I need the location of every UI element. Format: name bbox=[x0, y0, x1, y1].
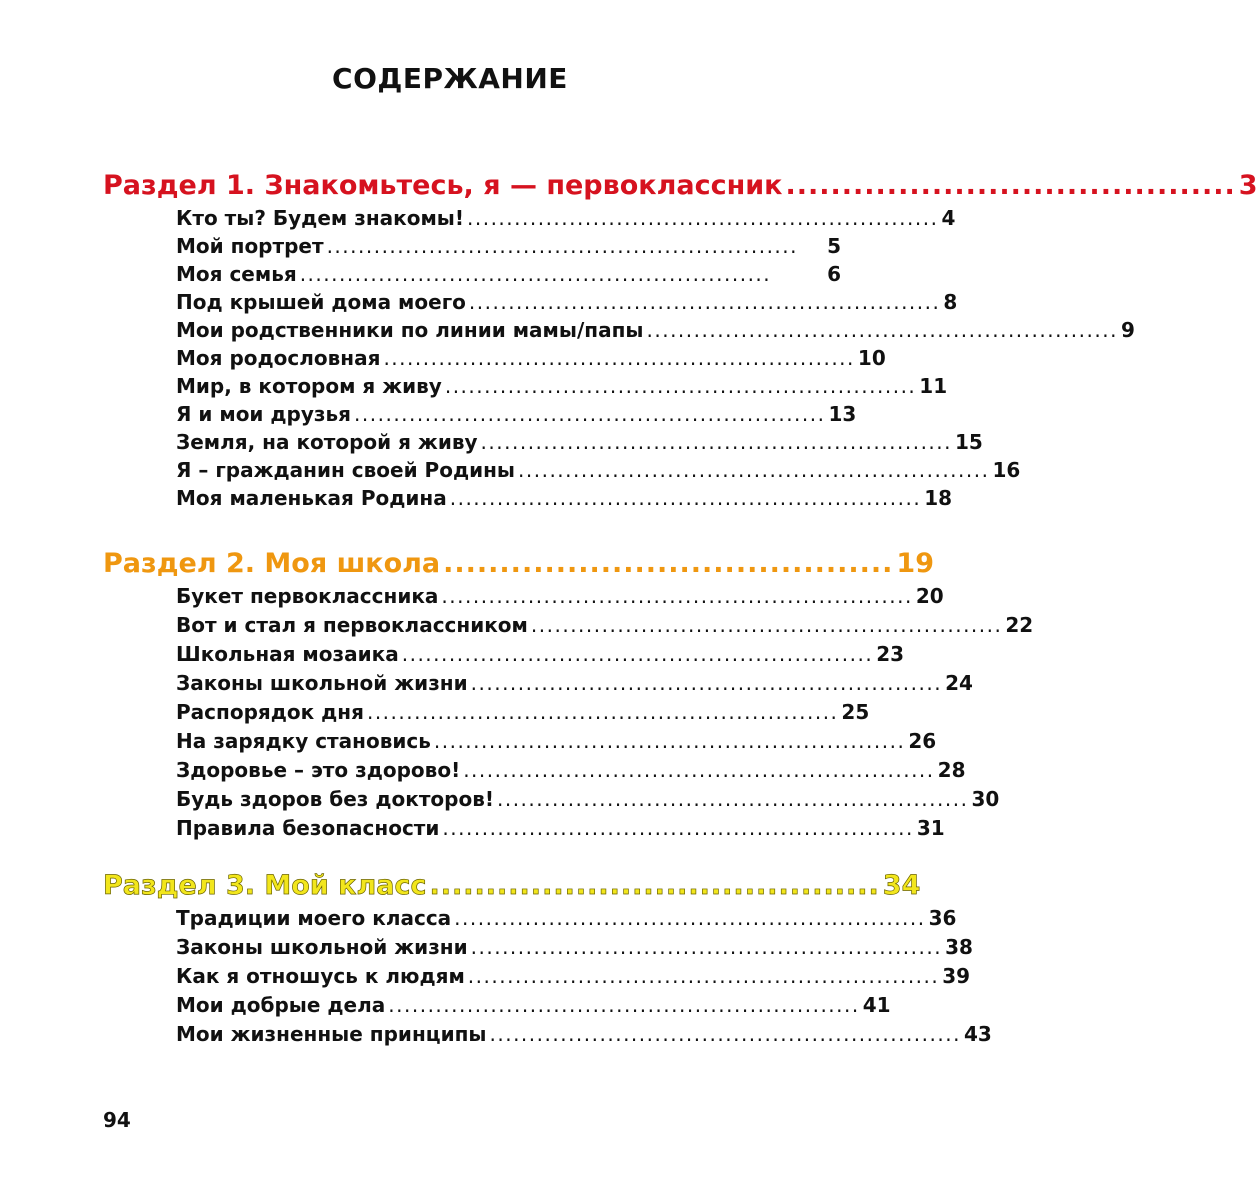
leader-dots: ............................................................ bbox=[366, 700, 839, 724]
toc-entry[interactable] bbox=[176, 584, 944, 608]
leader-dots: ............................................................ bbox=[299, 262, 772, 286]
leader-dots: ............................................................ bbox=[444, 374, 917, 398]
entry-title: Правила безопасности bbox=[176, 816, 440, 840]
toc-entry[interactable] bbox=[176, 290, 958, 314]
leader-dots: ........................................ bbox=[443, 548, 894, 579]
leader-dots: ............................................................ bbox=[442, 816, 914, 840]
entry-title: Букет первоклассника bbox=[176, 584, 439, 608]
entry-title: Мои добрые дела bbox=[176, 993, 386, 1017]
entry-page: 16 bbox=[992, 458, 1021, 482]
entry-title: Под крышей дома моего bbox=[176, 290, 466, 314]
entry-title: Моя маленькая Родина bbox=[176, 486, 447, 510]
entry-title: Мир, в котором я живу bbox=[176, 374, 442, 398]
entry-page: 39 bbox=[942, 964, 971, 988]
page-title: СОДЕРЖАНИЕ bbox=[332, 62, 568, 95]
entry-page: 26 bbox=[908, 729, 937, 753]
leader-dots: ............................................................ bbox=[401, 642, 874, 666]
leader-dots: ........................................ bbox=[429, 870, 880, 901]
toc-entry[interactable] bbox=[176, 700, 870, 724]
entry-page: 24 bbox=[945, 671, 973, 695]
section-2-heading[interactable] bbox=[103, 548, 934, 579]
toc-entry[interactable] bbox=[176, 458, 1021, 482]
entry-page: 4 bbox=[941, 206, 956, 230]
leader-dots: ........................................ bbox=[785, 170, 1236, 201]
entry-page: 10 bbox=[857, 346, 886, 370]
section-page: 3 bbox=[1238, 170, 1258, 201]
leader-dots: ............................................................ bbox=[326, 234, 799, 258]
toc-entry[interactable] bbox=[176, 671, 973, 695]
toc-entry[interactable] bbox=[176, 935, 973, 959]
leader-dots: ............................................................ bbox=[449, 486, 922, 510]
entry-page: 30 bbox=[971, 787, 1000, 811]
entry-page: 15 bbox=[955, 430, 983, 454]
entry-title: Мои родственники по линии мамы/папы bbox=[176, 318, 644, 342]
toc-entry[interactable] bbox=[176, 613, 1034, 637]
entry-page: 18 bbox=[924, 486, 953, 510]
leader-dots: ............................................................ bbox=[433, 729, 906, 753]
leader-dots: ............................................................ bbox=[496, 787, 969, 811]
entry-page: 22 bbox=[1005, 613, 1034, 637]
toc-entry[interactable] bbox=[176, 816, 945, 840]
entry-page: 6 bbox=[827, 262, 841, 286]
entry-page: 41 bbox=[862, 993, 891, 1017]
toc-entry[interactable] bbox=[176, 262, 841, 286]
section-title: Раздел 2. Моя школа bbox=[103, 548, 441, 579]
leader-dots: ............................................................ bbox=[646, 318, 1118, 342]
entry-title: Кто ты? Будем знакомы! bbox=[176, 206, 464, 230]
section-page: 34 bbox=[882, 870, 921, 901]
toc-entry[interactable] bbox=[176, 234, 841, 258]
toc-entry[interactable] bbox=[176, 642, 905, 666]
leader-dots: ............................................................ bbox=[388, 993, 860, 1017]
leader-dots: ............................................................ bbox=[470, 935, 943, 959]
entry-page: 11 bbox=[919, 374, 948, 398]
entry-page: 20 bbox=[915, 584, 944, 608]
leader-dots: ............................................................ bbox=[489, 1022, 961, 1046]
entry-page: 13 bbox=[828, 402, 857, 426]
leader-dots: ............................................................ bbox=[463, 758, 935, 782]
section-title: Раздел 3. Мой класс bbox=[103, 870, 427, 901]
leader-dots: ............................................................ bbox=[480, 430, 952, 454]
entry-title: На зарядку становись bbox=[176, 729, 431, 753]
entry-title: Моя семья bbox=[176, 262, 297, 286]
toc-entry[interactable] bbox=[176, 402, 857, 426]
toc-entry[interactable] bbox=[176, 993, 891, 1017]
section-title: Раздел 1. Знакомьтесь, я — первоклассник bbox=[103, 170, 783, 201]
entry-title: Здоровье – это здорово! bbox=[176, 758, 461, 782]
entry-title: Мои жизненные принципы bbox=[176, 1022, 487, 1046]
entry-title: Я и мои друзья bbox=[176, 402, 352, 426]
leader-dots: ............................................................ bbox=[470, 671, 943, 695]
entry-page: 28 bbox=[937, 758, 966, 782]
leader-dots: ............................................................ bbox=[354, 402, 826, 426]
toc-entry[interactable] bbox=[176, 729, 937, 753]
entry-title: Распорядок дня bbox=[176, 700, 364, 724]
toc-entry[interactable] bbox=[176, 346, 886, 370]
leader-dots: ............................................................ bbox=[441, 584, 913, 608]
leader-dots: ............................................................ bbox=[454, 906, 926, 930]
entry-title: Законы школьной жизни bbox=[176, 671, 468, 695]
toc-entry[interactable] bbox=[176, 486, 953, 510]
entry-page: 36 bbox=[928, 906, 957, 930]
entry-title: Законы школьной жизни bbox=[176, 935, 468, 959]
toc-entry[interactable] bbox=[176, 430, 983, 454]
leader-dots: ............................................................ bbox=[530, 613, 1003, 637]
entry-title: Моя родословная bbox=[176, 346, 381, 370]
toc-entry[interactable] bbox=[176, 787, 1000, 811]
page-number: 94 bbox=[103, 1108, 131, 1132]
entry-title: Вот и стал я первоклассником bbox=[176, 613, 528, 637]
section-1-heading[interactable] bbox=[103, 170, 1258, 201]
toc-entry[interactable] bbox=[176, 206, 956, 230]
entry-page: 31 bbox=[916, 816, 945, 840]
toc-entry[interactable] bbox=[176, 318, 1135, 342]
entry-page: 9 bbox=[1120, 318, 1135, 342]
leader-dots: ............................................................ bbox=[383, 346, 855, 370]
leader-dots: ............................................................ bbox=[468, 290, 941, 314]
entry-page: 5 bbox=[827, 234, 841, 258]
toc-entry[interactable] bbox=[176, 906, 957, 930]
leader-dots: ............................................................ bbox=[467, 964, 940, 988]
entry-title: Я – гражданин своей Родины bbox=[176, 458, 516, 482]
toc-entry[interactable] bbox=[176, 1022, 992, 1046]
entry-page: 43 bbox=[963, 1022, 992, 1046]
entry-page: 8 bbox=[943, 290, 958, 314]
section-3-heading[interactable] bbox=[103, 870, 921, 901]
section-page: 19 bbox=[896, 548, 934, 579]
toc-entry[interactable] bbox=[176, 758, 966, 782]
entry-title: Традиции моего класса bbox=[176, 906, 452, 930]
entry-title: Будь здоров без докторов! bbox=[176, 787, 494, 811]
entry-title: Земля, на которой я живу bbox=[176, 430, 478, 454]
toc-entry[interactable] bbox=[176, 964, 971, 988]
entry-title: Мой портрет bbox=[176, 234, 324, 258]
entry-page: 38 bbox=[945, 935, 973, 959]
leader-dots: ............................................................ bbox=[467, 206, 939, 230]
entry-page: 23 bbox=[876, 642, 905, 666]
entry-page: 25 bbox=[841, 700, 870, 724]
entry-title: Школьная мозаика bbox=[176, 642, 399, 666]
toc-entry[interactable] bbox=[176, 374, 948, 398]
entry-title: Как я отношусь к людям bbox=[176, 964, 465, 988]
leader-dots: ............................................................ bbox=[518, 458, 990, 482]
